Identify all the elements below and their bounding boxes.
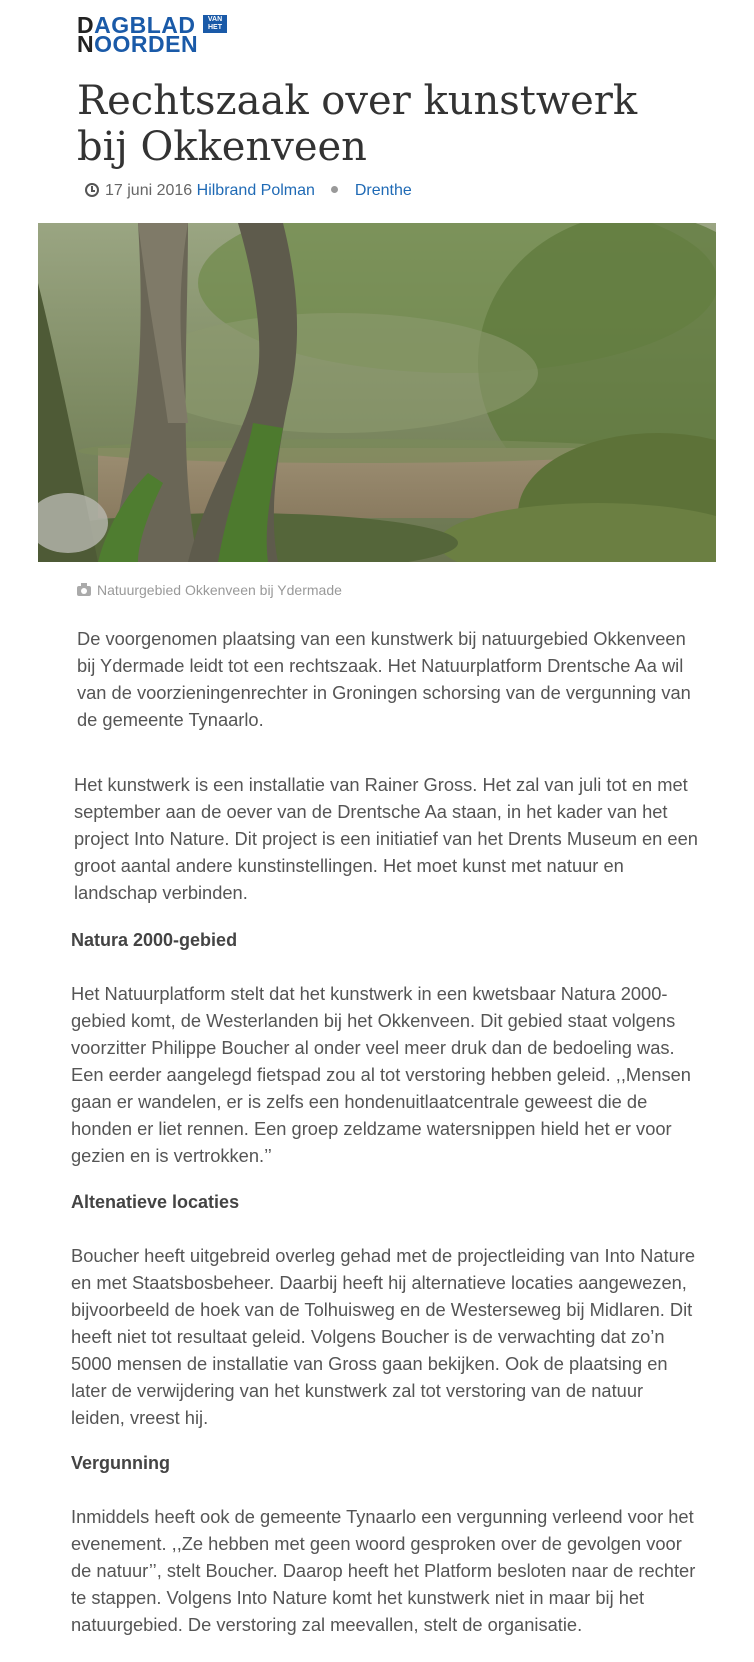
site-logo[interactable] [77,14,227,56]
logo-badge: VAN HET [203,15,227,33]
logo-line-1: DAGBLAD [77,12,196,38]
article-date: 17 juni 2016 [105,182,193,199]
article-meta [85,181,412,201]
article-title: Rechtszaak over kunstwerk bij Okkenveen [77,78,638,170]
article-photo [38,223,716,562]
separator-dot [331,186,338,193]
logo-line-2: NOORDEN [77,31,199,57]
camera-icon [77,586,91,596]
section-heading-alternatives: Altenatieve locaties [71,1192,240,1212]
article-intro: De voorgenomen plaatsing van een kunstwerk bij natuurgebied Okkenveen bij Ydermade leidt tot een rechtszaak. Het Natuurplatform Drentsche Aa wil van de voorzieningenrechter in Groningen schorsing van de vergunning van de gemeente Tynaarlo. [77,628,691,730]
article-paragraph-4: Inmiddels heeft ook de gemeente Tynaarlo een vergunning verleend voor het evenement. ,,Ze hebben met geen woord gesproken over de gevolgen voor de natuur’’, stelt Boucher. Daarop heeft het Platform besloten naar de rechter te stappen. Volgens Into Nature komt het kunstwerk niet in maar bij het natuurgebied. De verstoring zal meevallen, stelt de organisatie. [71,1506,696,1635]
category-link[interactable]: Drenthe [354,182,412,199]
article-paragraph-3: Boucher heeft uitgebreid overleg gehad met de projectleiding van Into Nature en met Staatsbosbeheer. Daarbij heeft hij alternatieve locaties aangewezen, bijvoorbeeld de hoek van de Tolhuisweg en de Westerseweg bij Midlaren. Dit heeft niet tot resultaat geleid. Volgens Boucher is de verwachting dat zo’n 5000 mensen de installatie van Gross gaan bekijken. Ook de plaatsing en later de verwijdering van het kunstwerk zal tot verstoring van de natuur leiden, vreest hij. [71,1245,695,1428]
article-paragraph-2: Het Natuurplatform stelt dat het kunstwerk in een kwetsbaar Natura 2000-gebied komt, de Westerlanden bij het Okkenveen. Dit gebied staat volgens voorzitter Philippe Boucher al onder veel meer druk dan de bedoeling was. Een eerder aangelegd fietspad zou al tot verstoring hebben geleid. ,,Mensen gaan er wandelen, er is zelfs een hondenuitlaatcentrale geweest die de honden er liet rennen. Een groep zeldzame watersnippen hield het er voor gezien en is vertrokken.’’ [71,983,691,1166]
nature-photo-illustration [38,223,716,562]
section-heading-permit: Vergunning [71,1453,170,1473]
author-link[interactable]: Hilbrand Polman [196,182,315,199]
article-paragraph-1: Het kunstwerk is een installatie van Rainer Gross. Het zal van juli tot en met september aan de oever van de Drentsche Aa staan, in het kader van het project Into Nature. Dit project is een initiatief van het Drents Museum en een groot aantal andere kunstinstellingen. Het moet kunst met natuur en landschap verbinden. [74,774,698,903]
section-heading-natura: Natura 2000-gebied [71,930,238,950]
caption-text: Natuurgebied Okkenveen bij Ydermade [97,582,342,598]
clock-icon [85,183,99,197]
photo-caption [77,581,342,599]
